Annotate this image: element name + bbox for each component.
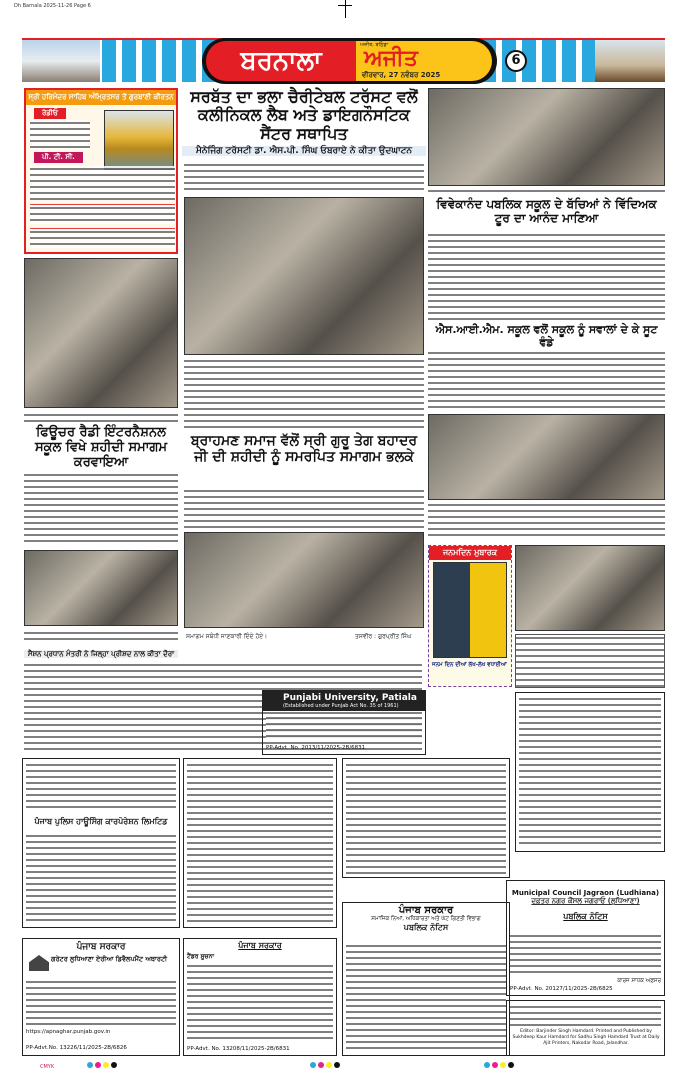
glada-title: ਗਰੇਟਰ ਲੁਧਿਆਣਾ ਏਰੀਆ ਡਿਵੈਲਪਮੈਂਟ ਅਥਾਰਟੀ <box>51 955 168 963</box>
main-subhead: ਮੈਨੇਜਿੰਗ ਟਰੱਸਟੀ ਡਾ. ਐਸ.ਪੀ. ਸਿੰਘ ਓਬਰਾਏ ਨੇ ਕੀਤਾ ਉਦਘਾਟਨ <box>182 146 426 156</box>
crop-mark <box>338 5 352 6</box>
ad-police-housing <box>22 758 180 928</box>
glada-gov-title: ਪੰਜਾਬ ਸਰਕਾਰ <box>76 942 126 952</box>
birthday-title: ਜਨਮਦਿਨ ਮੁਬਾਰਕ <box>429 546 511 560</box>
pu-title: Punjabi University, Patiala <box>263 691 425 703</box>
cmyk-label: CMYK <box>40 1064 55 1070</box>
sj-public-notice: ਪਬਲਿਕ ਨੋਟਿਸ <box>403 923 449 932</box>
headline-educational-tour: ਵਿਵੇਕਾਨੰਦ ਪਬਲਿਕ ਸਕੂਲ ਦੇ ਬੱਚਿਆਂ ਨੇ ਵਿੱਦਿਅਕ ਟੂਰ ਦਾ ਆਨੰਦ ਮਾਣਿਆ <box>436 197 657 225</box>
color-bar <box>40 1062 515 1070</box>
ad-tender-notice <box>183 938 337 1056</box>
clinic-inauguration-photo <box>184 197 424 355</box>
glada-url[interactable]: https://apnaghar.punjab.gov.in <box>26 1029 111 1035</box>
pu-subtitle: (Established under Punjab Act No. 35 of 1961) <box>263 703 425 711</box>
headline-school-event: ਫਿਊਚਰ ਰੈਡੀ ਇੰਟਰਨੈਸ਼ਨਲ ਸਕੂਲ ਵਿਖੇ ਸ਼ਹੀਦੀ ਸਮਾਗਮ ਕਰਵਾਇਆ <box>34 425 168 470</box>
school-event-photo <box>24 550 178 626</box>
tender-adv-no: PP-Advt. No. 13208/11/2025-2B/6831 <box>187 1045 290 1052</box>
headline-brahman-samaj: ਬ੍ਰਾਹਮਣ ਸਮਾਜ ਵੱਲੋਂ ਸ੍ਰੀ ਗੁਰੂ ਤੇਗ ਬਹਾਦਰ ਜੀ ਦੀ ਸ਼ਹੀਦੀ ਨੂੰ ਸਮਰਪਿਤ ਸਮਾਗਮ ਭਲਕੇ <box>190 433 418 466</box>
caption-brahman: ਸਮਾਗਮ ਸਬੰਧੀ ਜਾਣਕਾਰੀ ਦਿੰਦੇ ਹੋਏ। <box>186 633 268 640</box>
mc-title-pa: ਦਫ਼ਤਰ ਨਗਰ ਕੌਂਸਲ ਜਗਰਾਓਂ (ਲੁਧਿਆਣਾ) <box>531 897 640 905</box>
tag-ptc: ਪੀ. ਟੀ. ਸੀ. <box>34 152 83 163</box>
masthead-photo-left <box>22 40 100 82</box>
group-photo <box>515 545 665 631</box>
ad-glada <box>22 938 180 1056</box>
gurbani-title: ਸ੍ਰੀ ਹਰਿਮੰਦਰ ਸਾਹਿਬ ਅੰਮ੍ਰਿਤਸਰ ਤੋਂ ਗੁਰਬਾਣੀ ਕੀਰਤਨ <box>26 90 176 105</box>
tender-gov-title: ਪੰਜਾਬ ਸਰਕਾਰ <box>238 941 282 950</box>
mc-signatory: ਕਾਰਜ ਸਾਧਕ ਅਫ਼ਸਰ <box>617 977 661 984</box>
crop-mark <box>345 0 346 18</box>
mc-public-notice: ਪਬਲਿਕ ਨੋਟਿਸ <box>563 912 608 921</box>
mc-title: Municipal Council Jagraon (Ludhiana) <box>511 889 660 897</box>
ad-punjabi-university <box>262 690 426 755</box>
photo-credit: ਤਸਵੀਰ : ਗੁਰਪ੍ਰੀਤ ਸਿੰਘ <box>355 633 412 640</box>
sj-dept: ਸਮਾਜਿਕ ਨਿਆਂ, ਅਧਿਕਾਰਤਾ ਅਤੇ ਘੱਟ ਗਿਣਤੀ ਵਿਭਾਗ <box>371 916 481 922</box>
mc-adv-no: PP-Advt. No. 20127/11/2025-2B/6825 <box>510 985 613 992</box>
print-slug: Dh Barnala 2025-11-26 Page 6 <box>14 3 91 9</box>
glada-adv-no: PP-Advt.No. 13226/11/2025-2B/6826 <box>26 1044 127 1051</box>
edition-label: ਅਜੀਤ, ਬਠਿੰਡਾ <box>360 42 389 48</box>
headline-session: ਸੈਸ਼ਨ ਪ੍ਰਧਾਨ ਮੰਤਰੀ ਨੇ ਜਿਲ੍ਹਾ ਪ੍ਰੀਸ਼ਦ ਨਾਲ ਕੀਤਾ ਦੌਰਾ <box>24 650 178 658</box>
imprint-text: Editor: Barjinder Singh Hamdard. Printed and Published by Sukhdeep Kaur Hamdard for Sadhu Singh Hamdard Trust at Daily Ajit Printers, Nakodar Road, Jalandhar. <box>512 1029 660 1046</box>
tag-radio: ਰੇਡੀਓ <box>34 108 66 119</box>
gurbani-box <box>24 88 178 254</box>
title-ajit: ਅਜੀਤ <box>364 46 418 71</box>
main-headline: ਸਰਬੱਤ ਦਾ ਭਲਾ ਚੈਰੀਟੇਬਲ ਟਰੱਸਟ ਵਲੋਂ ਕਲੀਨਿਕਲ ਲੈਬ ਅਤੇ ਡਾਇਗਨੌਸਟਿਕ ਸੈਂਟਰ ਸਥਾਪਿਤ <box>190 87 418 143</box>
imprint-box <box>506 1000 665 1056</box>
ad-notice-center <box>183 758 337 928</box>
logo-left <box>206 41 356 81</box>
issue-date: ਵੀਰਵਾਰ, 27 ਨਵੰਬਰ 2025 <box>362 71 441 79</box>
masthead <box>22 38 665 82</box>
sj-gov-title: ਪੰਜਾਬ ਸਰਕਾਰ <box>398 905 454 916</box>
title-barnala: ਬਰਨਾਲਾ <box>240 46 322 76</box>
golden-temple-photo <box>104 110 174 170</box>
logo-right <box>356 41 492 81</box>
headline-sim-school: ਐਸ.ਆਈ.ਐਮ. ਸਕੂਲ ਵਲੋਂ ਸਕੂਲ ਨੂੰ ਸਵਾਲਾਂ ਦੇ ਕੇ ਸੂਟ ਵੰਡੇ <box>435 323 658 349</box>
war-museum-photo <box>428 88 665 186</box>
ad-municipal-council <box>506 880 665 996</box>
psb-title: ਪੰਜਾਬ ਪੁਲਿਸ ਹਾਊਸਿੰਗ ਕਾਰਪੋਰੇਸ਼ਨ ਲਿਮਟਿਡ <box>34 817 168 826</box>
house-icon <box>29 955 49 971</box>
page-number-text: 6 <box>511 53 521 68</box>
school-uniform-photo <box>428 414 665 500</box>
ad-social-justice <box>342 902 510 1056</box>
tender-title: ਟੈਂਡਰ ਸੂਚਨਾ <box>187 953 215 960</box>
page-number <box>505 50 527 72</box>
pu-adv-no: PP-Advt. No. 2013/11/2025-2B/6831 <box>266 744 366 751</box>
birthday-box <box>428 545 512 687</box>
ad-notice-right-center <box>342 758 510 878</box>
birthday-couple-photo <box>433 562 507 658</box>
ad-right-tender <box>515 692 665 852</box>
brahman-samaj-photo <box>184 532 424 628</box>
computer-class-photo <box>24 258 178 408</box>
masthead-photo-right <box>595 40 665 82</box>
birthday-caption: ਜਨਮ ਦਿਨ ਦੀਆਂ ਲੱਖ-ਲੱਖ ਵਧਾਈਆਂ <box>432 662 507 668</box>
